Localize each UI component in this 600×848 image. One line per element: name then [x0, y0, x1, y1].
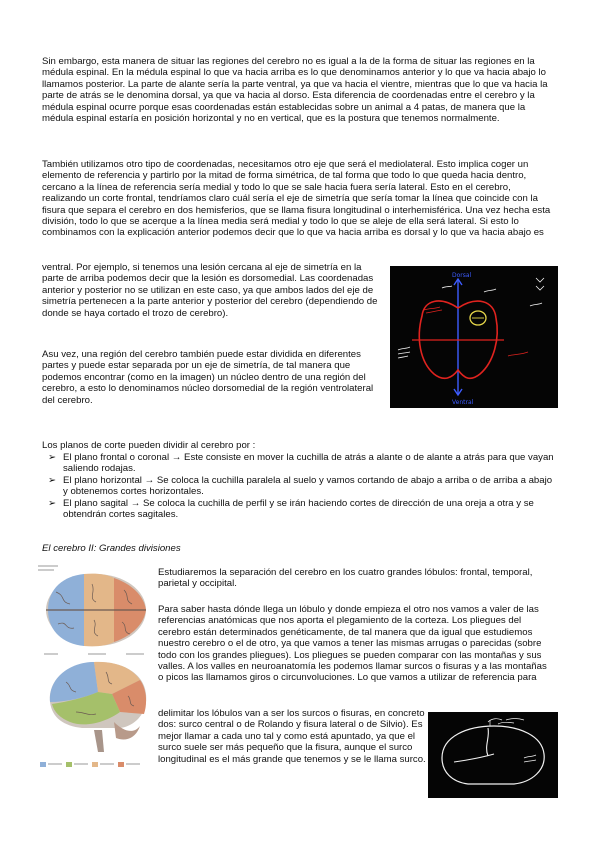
paragraph-region-nucleus [42, 349, 378, 406]
bullet-arrow-icon: ➢ [48, 452, 57, 463]
paragraph-folds [158, 604, 554, 684]
sulci-sketch [428, 712, 558, 798]
list-item-text: El plano horizontal → Se coloca la cuchilla paralela al suelo y vamos cortando de abajo a arriba o de arriba a abajo y obtenemos cortes horizontales. [63, 474, 553, 498]
paragraph-text: delimitar los lóbulos van a ser los surcos o fisuras, en concreto dos: surco central o de Rolando y fisura lateral o de Silvio). Es mejor llamar a cada uno tal y como está apuntado, ya que el surco suele ser más pequeño que la fisura, aunque el surco longitudinal es el más grande que tenemos y se le llama surco. [158, 708, 426, 765]
paragraph-text: También utilizamos otro tipo de coordenadas, necesitamos otro eje que será el mediolateral. Esto implica coger un elemento de referencia y partirlo por la mitad de forma simétrica, de tal forma que todo lo que queda hacia dentro, cercano a la línea de referencia sería medial y todo lo que se sale hacia fuera sería lateral. Esto en el cerebro, realizando un corte frontal, tendríamos claro cuál sería el eje de simetría que sería tomar la línea que coincide con la fisura que separa el cerebro en dos hemisferios, que se llama fisura longitudinal o interhemisférica. Una vez hecha esta división, todo lo que se acerque a la línea media será medial y todo lo que se aleje de ella será lateral. Si esto lo combinamos con la explicación anterior podemos decir que lo que va hacia arriba es dorsal y lo que va hacia abajo es [42, 159, 551, 239]
paragraph-text: Para saber hasta dónde llega un lóbulo y donde empieza el otro nos vamos a valer de las referencias anatómicas que nos aporta el plegamiento de la corteza. Los pliegues del cerebro están determinados genéticamente, de tal manera que da igual que estudiemos nuestro cerebro o el de otro, ya que vamos a tener las mismas arrugas o parecidas (sobre todo con los grandes pliegues). Los pliegues se pueden comparar con las montañas y sus valles. A los valles en neuroanatomía les podemos llamar surcos o fisuras y a las montañas o picos las llamamos giros o circunvoluciones. Lo que vamos a utilizar de referencia para [158, 604, 547, 684]
brain-lobes-figure [36, 562, 154, 776]
paragraph-ventral-example [42, 262, 378, 319]
list-item [48, 498, 554, 521]
bullet-arrow-icon: ➢ [48, 497, 57, 509]
paragraph-planes-intro [42, 440, 554, 451]
paragraph-text: Sin embargo, esta manera de situar las regiones del cerebro no es igual a la de la forma de situar las regiones en la médula espinal. En la médula espinal lo que va hacia arriba es lo que denominamos anterior y lo que va hacia abajo lo llamamos posterior. La parte de alante sería la parte ventral, ya que va hacia el vientre, mientras que lo que va hacia la parte de atrás se le denomina dorsal, ya que va hacia al dorso. Esta diferencia de coordenadas entre el cerebro y la médula espinal ocurre porque esas coordenadas están establecidas sobre un animal a 4 patas, de manera que la médula espinal estaría en posición horizontal y no en vertical, que es la postura que tenemos normalmente. [42, 56, 548, 125]
section-title: El cerebro II: Grandes divisiones [42, 543, 181, 554]
paragraph-text: Los planos de corte pueden dividir al cerebro por : [42, 440, 256, 451]
svg-text:Dorsal: Dorsal [452, 272, 472, 279]
paragraph-text: Estudiaremos la separación del cerebro en los cuatro grandes lóbulos: frontal, temporal, parietal y occipital. [158, 567, 533, 590]
list-item-text: El plano frontal o coronal → Este consiste en mover la cuchilla de atrás a alante o de alante a atrás para que vayan saliendo rodajas. [63, 452, 554, 475]
paragraph-coordinates-spinal [42, 56, 554, 124]
paragraph-text: Asu vez, una región del cerebro también puede estar dividida en diferentes partes y puede estar separada por un eje de simetría, de tal manera que podemos encontrar (como en la imagen) un núcleo dentro de una región del cerebro, a esto lo denominamos núcleo dorsomedial de la región ventrolateral del cerebro. [42, 349, 374, 406]
list-item-text: El plano sagital → Se coloca la cuchilla de perfil y se irán haciendo cortes de dirección de una oreja a otra y se obtendrán cortes sagitales. [63, 497, 534, 521]
paragraph-text: ventral. Por ejemplo, si tenemos una lesión cercana al eje de simetría en la parte de arriba podemos decir que la lesión es dorsomedial. Las coordenadas anterior y posterior no se utilizan en este caso, ya que ambos lados del eje de simetría pertenecen a la parte anterior y posterior del cerebro (dependiendo de donde se haya cortado el trozo de cerebro). [42, 262, 378, 319]
sulci-sketch-drawing [428, 712, 558, 798]
brain-lobes-drawing [36, 562, 154, 776]
paragraph-mediolateral [42, 159, 554, 239]
cutting-planes-list [48, 452, 554, 520]
list-item [48, 452, 554, 475]
paragraph-four-lobes [158, 567, 554, 590]
svg-text:Ventral: Ventral [452, 399, 474, 406]
paragraph-sulci [158, 708, 426, 765]
coronal-section-drawing [390, 266, 558, 408]
coronal-section-diagram [390, 266, 558, 408]
bullet-arrow-icon: ➢ [48, 474, 57, 486]
list-item [48, 475, 554, 498]
